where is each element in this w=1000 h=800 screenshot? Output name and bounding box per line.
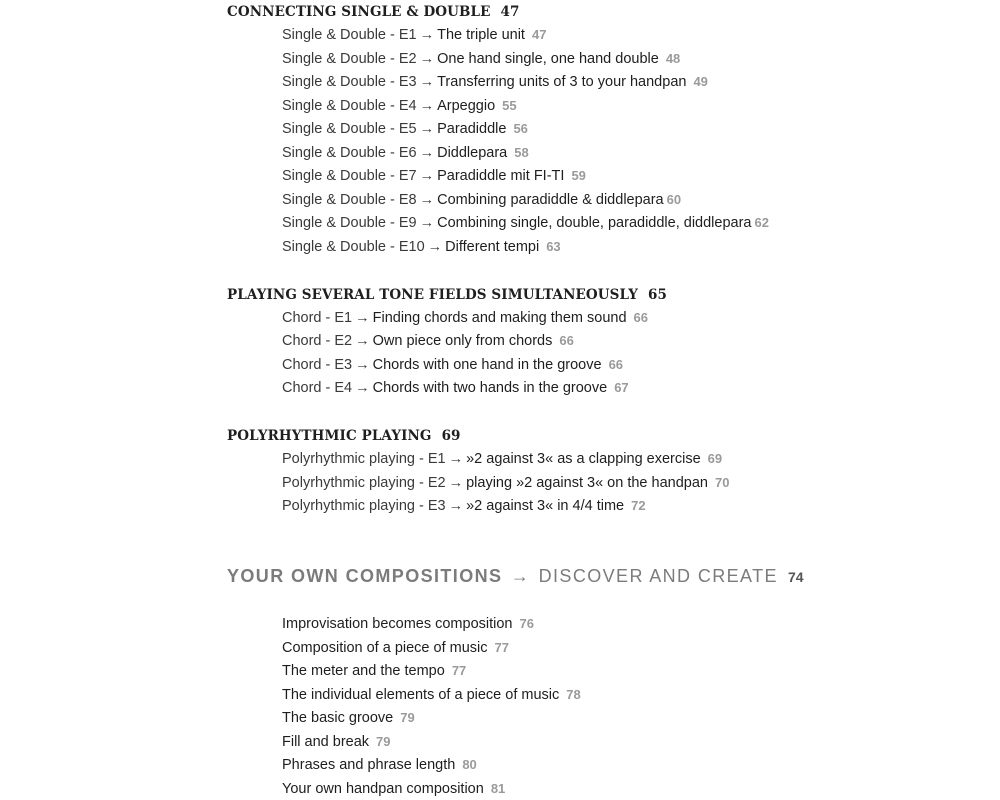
- entry-prefix: Single & Double - E2: [282, 51, 417, 67]
- entry-title: The triple unit: [437, 27, 525, 43]
- arrow-icon: →: [419, 98, 435, 114]
- toc-entry[interactable]: [282, 473, 729, 493]
- arrow-icon: →: [419, 215, 435, 231]
- entry-page-number: 78: [566, 687, 581, 702]
- entry-title: One hand single, one hand double: [437, 51, 659, 67]
- toc-entry[interactable]: [282, 25, 546, 45]
- toc-entry[interactable]: [282, 143, 529, 163]
- entry-prefix: Single & Double - E7: [282, 168, 417, 184]
- entry-prefix: Polyrhythmic playing - E1: [282, 451, 446, 467]
- toc-entry[interactable]: [282, 49, 680, 69]
- entry-page-number: 72: [631, 498, 646, 513]
- entry-title: Fill and break: [282, 734, 370, 750]
- section-heading-text: PLAYING SEVERAL TONE FIELDS SIMULTANEOUSLY: [227, 287, 638, 303]
- entry-title: Finding chords and making them sound: [372, 310, 627, 326]
- part-heading-own-compositions: [227, 564, 804, 589]
- toc-entry[interactable]: [282, 378, 629, 398]
- toc-entry[interactable]: [282, 72, 708, 92]
- part-subtitle: DISCOVER AND CREATE: [538, 566, 778, 586]
- entry-prefix: Chord - E3: [282, 357, 353, 373]
- entry-page-number: 80: [462, 757, 477, 772]
- toc-entry[interactable]: [282, 355, 623, 375]
- arrow-icon: →: [448, 451, 464, 467]
- entry-page-number: 60: [666, 192, 682, 207]
- arrow-icon: →: [448, 475, 464, 491]
- entry-title: Combining single, double, paradiddle, diddlepara: [437, 215, 752, 231]
- arrow-icon: →: [355, 380, 370, 396]
- entry-page-number: 47: [531, 27, 547, 42]
- entry-title: Paradiddle: [437, 121, 507, 137]
- section-page-number: 65: [647, 287, 667, 303]
- entry-prefix: Chord - E4: [282, 380, 353, 396]
- entry-title: Arpeggio: [437, 98, 496, 114]
- entry-prefix: Polyrhythmic playing - E3: [282, 498, 446, 514]
- entry-page-number: 77: [451, 663, 467, 678]
- entry-prefix: Single & Double - E4: [282, 98, 417, 114]
- part-page-number: 74: [787, 569, 804, 585]
- arrow-icon: →: [427, 239, 443, 255]
- arrow-icon: →: [419, 192, 435, 208]
- entry-page-number: 58: [514, 145, 529, 160]
- entry-page-number: 49: [693, 74, 708, 89]
- entry-page-number: 48: [665, 51, 681, 66]
- entry-title: The meter and the tempo: [282, 663, 445, 679]
- arrow-icon: →: [419, 145, 435, 161]
- entry-prefix: Single & Double - E1: [282, 27, 417, 43]
- toc-entry[interactable]: [282, 96, 517, 116]
- toc-entry[interactable]: [282, 308, 648, 328]
- arrow-icon: →: [355, 333, 370, 349]
- entry-page-number: 76: [519, 616, 534, 631]
- section-heading-connecting-single-double: [227, 2, 519, 22]
- arrow-icon: →: [448, 498, 464, 514]
- entry-prefix: Single & Double - E9: [282, 215, 417, 231]
- toc-entry[interactable]: [282, 708, 415, 728]
- entry-title: »2 against 3« in 4/4 time: [466, 498, 625, 514]
- section-heading-text: POLYRHYTHMIC PLAYING: [227, 428, 432, 444]
- entry-page-number: 67: [614, 380, 629, 395]
- section-page-number: 69: [441, 428, 461, 444]
- toc-entry[interactable]: [282, 685, 581, 705]
- entry-title: Paradiddle mit FI-TI: [437, 168, 565, 184]
- entry-page-number: 55: [502, 98, 517, 113]
- entry-title: Diddlepara: [437, 145, 508, 161]
- entry-title: Chords with one hand in the groove: [372, 357, 602, 373]
- entry-title: Own piece only from chords: [372, 333, 553, 349]
- entry-title: Transferring units of 3 to your handpan: [437, 74, 687, 90]
- arrow-icon: →: [419, 74, 435, 90]
- entry-page-number: 59: [571, 168, 586, 183]
- section-heading-polyrhythmic-playing: [227, 426, 461, 446]
- entry-title: Improvisation becomes composition: [282, 616, 513, 632]
- entry-title: playing »2 against 3« on the handpan: [466, 475, 708, 491]
- entry-page-number: 77: [494, 640, 509, 655]
- toc-entry[interactable]: [282, 449, 722, 469]
- toc-entry[interactable]: [282, 119, 528, 139]
- toc-entry[interactable]: [282, 190, 681, 210]
- toc-entry[interactable]: [282, 614, 534, 634]
- entry-title: Composition of a piece of music: [282, 640, 488, 656]
- entry-prefix: Single & Double - E10: [282, 239, 425, 255]
- entry-page-number: 56: [513, 121, 528, 136]
- entry-title: Different tempi: [445, 239, 540, 255]
- arrow-icon: →: [419, 27, 435, 43]
- arrow-icon: →: [510, 566, 531, 586]
- section-page-number: 47: [500, 4, 520, 20]
- arrow-icon: →: [419, 51, 435, 67]
- arrow-icon: →: [355, 357, 370, 373]
- entry-title: The basic groove: [282, 710, 394, 726]
- toc-entry[interactable]: [282, 237, 561, 257]
- toc-entry[interactable]: [282, 661, 466, 681]
- entry-page-number: 79: [400, 710, 415, 725]
- entry-page-number: 69: [707, 451, 723, 466]
- toc-entry[interactable]: [282, 638, 509, 658]
- entry-prefix: Chord - E2: [282, 333, 353, 349]
- toc-entry[interactable]: [282, 213, 769, 233]
- part-title: YOUR OWN COMPOSITIONS: [227, 566, 503, 586]
- entry-page-number: 81: [490, 781, 506, 796]
- entry-title: Chords with two hands in the groove: [372, 380, 608, 396]
- entry-page-number: 79: [376, 734, 391, 749]
- arrow-icon: →: [419, 168, 435, 184]
- entry-page-number: 62: [754, 215, 769, 230]
- entry-title: Phrases and phrase length: [282, 757, 456, 773]
- entry-title: Your own handpan composition: [282, 781, 484, 797]
- toc-entry[interactable]: [282, 331, 574, 351]
- entry-page-number: 70: [714, 475, 730, 490]
- entry-prefix: Single & Double - E6: [282, 145, 417, 161]
- entry-page-number: 66: [608, 357, 624, 372]
- arrow-icon: →: [355, 310, 370, 326]
- toc-entry[interactable]: [282, 755, 477, 775]
- toc-entry[interactable]: [282, 166, 586, 186]
- entry-page-number: 66: [633, 310, 648, 325]
- toc-entry[interactable]: [282, 496, 646, 516]
- entry-title: The individual elements of a piece of music: [282, 687, 560, 703]
- toc-entry[interactable]: [282, 732, 391, 752]
- entry-title: »2 against 3« as a clapping exercise: [466, 451, 701, 467]
- entry-title: Combining paradiddle & diddlepara: [437, 192, 664, 208]
- toc-entry[interactable]: [282, 779, 505, 799]
- arrow-icon: →: [419, 121, 435, 137]
- entry-page-number: 63: [546, 239, 561, 254]
- entry-prefix: Polyrhythmic playing - E2: [282, 475, 446, 491]
- entry-prefix: Single & Double - E8: [282, 192, 417, 208]
- section-heading-several-tone-fields: [227, 285, 667, 305]
- entry-prefix: Chord - E1: [282, 310, 353, 326]
- entry-prefix: Single & Double - E3: [282, 74, 417, 90]
- section-heading-text: CONNECTING SINGLE & DOUBLE: [227, 4, 491, 20]
- entry-prefix: Single & Double - E5: [282, 121, 417, 137]
- entry-page-number: 66: [559, 333, 574, 348]
